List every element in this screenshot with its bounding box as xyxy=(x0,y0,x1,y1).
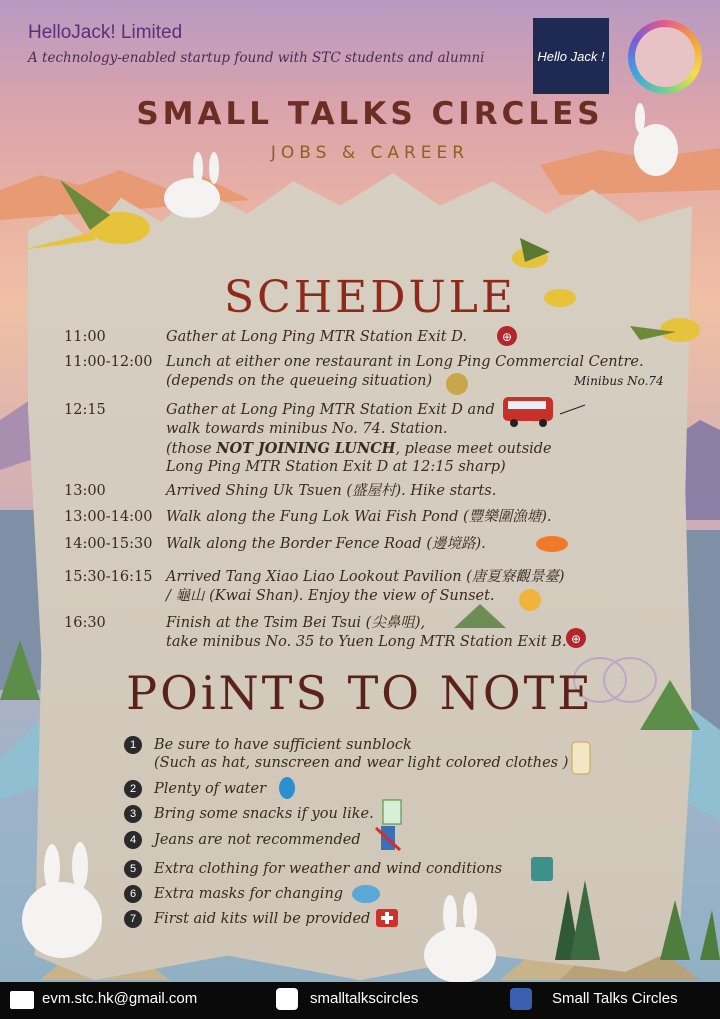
bunny-icon xyxy=(424,892,496,983)
tree-icon xyxy=(660,900,720,960)
note-number: 4 xyxy=(124,831,142,849)
schedule-desc-line2: walk towards minibus No. 74. Station. xyxy=(166,421,448,437)
notes-heading: POiNTS TO NOTE xyxy=(126,666,594,720)
note-number: 7 xyxy=(124,910,142,928)
schedule-desc-line2: (depends on the queueing situation) xyxy=(166,373,433,389)
schedule-time: 13:00 xyxy=(64,483,106,499)
note-text: Be sure to have sufficient sunblock xyxy=(154,737,412,753)
note-number: 5 xyxy=(124,860,142,878)
schedule-time: 15:30-16:15 xyxy=(64,569,153,585)
svg-text:⊕: ⊕ xyxy=(501,330,513,344)
schedule-desc: Gather at Long Ping MTR Station Exit D. xyxy=(166,329,467,345)
schedule-time: 16:30 xyxy=(64,615,106,631)
note-text: Extra masks for changing xyxy=(154,886,344,902)
note-text: Jeans are not recommended xyxy=(154,832,361,848)
instagram-icon xyxy=(276,988,298,1010)
note-text: First aid kits will be provided xyxy=(154,911,371,927)
hellojack-logo: Hello Jack ! xyxy=(533,18,609,94)
schedule-desc: Lunch at either one restaurant in Long Ping Commercial Centre. xyxy=(166,354,644,370)
svg-text:⊕: ⊕ xyxy=(570,632,582,646)
footer-facebook[interactable]: Small Talks Circles xyxy=(552,990,678,1007)
note-text-line2: (Such as hat, sunscreen and wear light colored clothes ) xyxy=(154,755,569,771)
schedule-desc: Arrived Shing Uk Tsuen (盛屋村). Hike starts. xyxy=(166,483,497,499)
schedule-desc: Gather at Long Ping MTR Station Exit D and xyxy=(166,402,495,418)
brand-tagline: A technology-enabled startup found with STC students and alumni xyxy=(28,50,485,66)
event-title: SMALL TALKS CIRCLES xyxy=(136,96,604,132)
note-text: Bring some snacks if you like. xyxy=(154,806,374,822)
note-text: Plenty of water xyxy=(154,781,267,797)
schedule-desc-line3: (those NOT JOINING LUNCH, please meet outside xyxy=(166,440,552,457)
schedule-time: 11:00-12:00 xyxy=(64,354,153,370)
schedule-heading: SCHEDULE xyxy=(224,272,516,323)
bird-icon xyxy=(512,238,550,268)
minibus-label: Minibus No.74 xyxy=(574,374,664,388)
schedule-desc: Finish at the Tsim Bei Tsui (尖鼻咀), xyxy=(166,615,426,631)
schedule-time: 12:15 xyxy=(64,402,106,418)
schedule-desc-line2: take minibus No. 35 to Yuen Long MTR Station Exit B. xyxy=(166,634,567,650)
facebook-icon xyxy=(510,988,532,1010)
bunny-icon xyxy=(22,842,102,958)
event-subtitle: JOBS & CAREER xyxy=(270,143,470,163)
bird-icon xyxy=(22,180,150,250)
note-number: 3 xyxy=(124,805,142,823)
note-text: Extra clothing for weather and wind conditions xyxy=(154,861,503,877)
schedule-time: 13:00-14:00 xyxy=(64,509,153,525)
footer-instagram[interactable]: smalltalkscircles xyxy=(310,990,419,1007)
note-number: 6 xyxy=(124,885,142,903)
schedule-desc-line2: / 龜山 (Kwai Shan). Enjoy the view of Sunset. xyxy=(166,588,495,604)
footer-bar xyxy=(0,982,720,1019)
email-icon xyxy=(10,991,34,1009)
schedule-desc-line4: Long Ping MTR Station Exit D at 12:15 sharp) xyxy=(166,459,506,475)
schedule-time: 14:00-15:30 xyxy=(64,536,153,552)
schedule-desc: Arrived Tang Xiao Liao Lookout Pavilion (唐夏寮觀景臺) xyxy=(166,569,565,585)
schedule-time: 11:00 xyxy=(64,329,106,345)
bunny-icon xyxy=(634,103,678,176)
note-number: 1 xyxy=(124,736,142,754)
bunny-icon xyxy=(164,152,220,218)
footer-email[interactable]: evm.stc.hk@gmail.com xyxy=(42,990,198,1007)
brand-name: HelloJack! Limited xyxy=(28,22,183,43)
schedule-desc: Walk along the Fung Lok Wai Fish Pond (豐樂圍漁塘). xyxy=(166,509,552,525)
schedule-desc: Walk along the Border Fence Road (邊境路). xyxy=(166,536,486,552)
note-number: 2 xyxy=(124,780,142,798)
